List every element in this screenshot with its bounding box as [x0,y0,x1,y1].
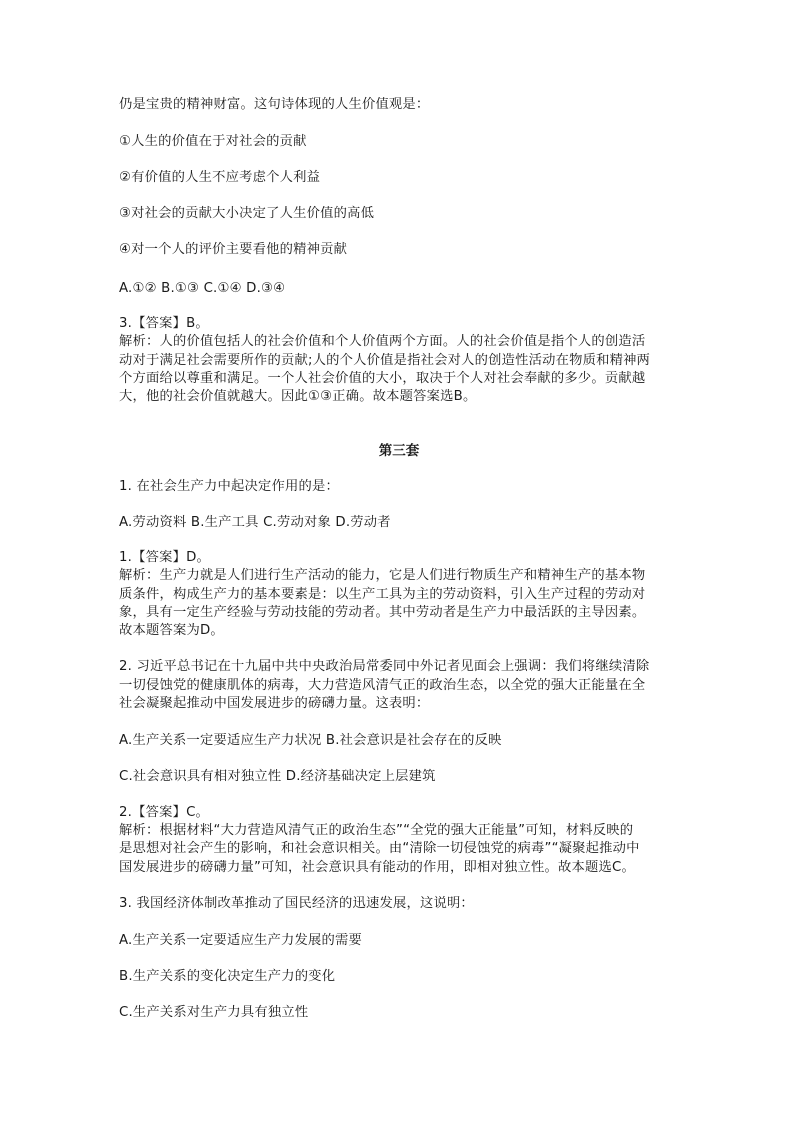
answer-option: C.生产关系对生产力具有独立性 [119,1005,309,1020]
answer-key: 3.【答案】B。 [119,316,209,331]
answer-option: A.生产关系一定要适应生产力发展的需要 [119,933,362,948]
answer-key: 1.【答案】D。 [119,550,211,565]
statement-option: ④对一个人的评价主要看他的精神贡献 [119,242,348,257]
analysis-line: 个方面给以尊重和满足。一个人社会价值的大小，取决于个人对社会奉献的多少。贡献越 [119,371,646,386]
analysis-line: 故本题答案为D。 [119,623,224,638]
question-stem: 1. 在社会生产力中起决定作用的是： [119,479,339,494]
answer-option: B.生产关系的变化决定生产力的变化 [119,969,336,984]
question-stem: 仍是宝贵的精神财富。这句诗体现的人生价值观是： [119,97,430,112]
analysis-line: 大，他的社会价值就越大。因此①③正确。故本题答案选B。 [119,389,477,404]
question-stem: 社会凝聚起推动中国发展进步的磅礴力量。这表明： [119,696,430,711]
analysis-line: 解析：根据材料“大力营造风清气正的政治生态”“全党的强大正能量”可知，材料反映的 [119,823,634,838]
analysis-line: 解析：生产力就是人们进行生产活动的能力，它是人们进行物质生产和精神生产的基本物 [119,568,646,583]
statement-option: ②有价值的人生不应考虑个人利益 [119,170,321,185]
statement-option: ①人生的价值在于对社会的贡献 [119,134,307,149]
analysis-line: 解析：人的价值包括人的社会价值和个人价值两个方面。人的社会价值是指个人的创造活 [119,334,646,349]
analysis-line: 质条件，构成生产力的基本要素是：以生产工具为主的劳动资料，引入生产过程的劳动对 [119,587,646,602]
statement-option: ③对社会的贡献大小决定了人生价值的高低 [119,206,375,221]
question-stem: 3. 我国经济体制改革推动了国民经济的迅速发展，这说明： [119,896,474,911]
answer-choices: A.生产关系一定要适应生产力状况 B.社会意识是社会存在的反映 [119,733,502,748]
question-stem: 2. 习近平总书记在十九届中共中央政治局常委同中外记者见面会上强调：我们将继续清除 [119,659,650,674]
answer-choices: A.劳动资料 B.生产工具 C.劳动对象 D.劳动者 [119,515,391,530]
analysis-line: 动对于满足社会需要所作的贡献;人的个人价值是指社会对人的创造性活动在物质和精神两 [119,353,651,368]
section-title: 第三套 [378,443,420,459]
question-stem: 一切侵蚀党的健康肌体的病毒，大力营造风清气正的政治生态，以全党的强大正能量在全 [119,678,646,693]
analysis-line: 国发展进步的磅礴力量”可知，社会意识具有能动的作用，即相对独立性。故本题选C。 [119,860,635,875]
answer-key: 2.【答案】C。 [119,805,210,820]
analysis-line: 象，具有一定生产经验与劳动技能的劳动者。其中劳动者是生产力中最活跃的主导因素。 [119,605,646,620]
answer-choices: A.①② B.①③ C.①④ D.③④ [119,281,286,296]
analysis-line: 是思想对社会产生的影响，和社会意识相关。由“清除一切侵蚀党的病毒”“凝聚起推动中 [119,841,640,856]
answer-choices: C.社会意识具有相对独立性 D.经济基础决定上层建筑 [119,769,436,784]
